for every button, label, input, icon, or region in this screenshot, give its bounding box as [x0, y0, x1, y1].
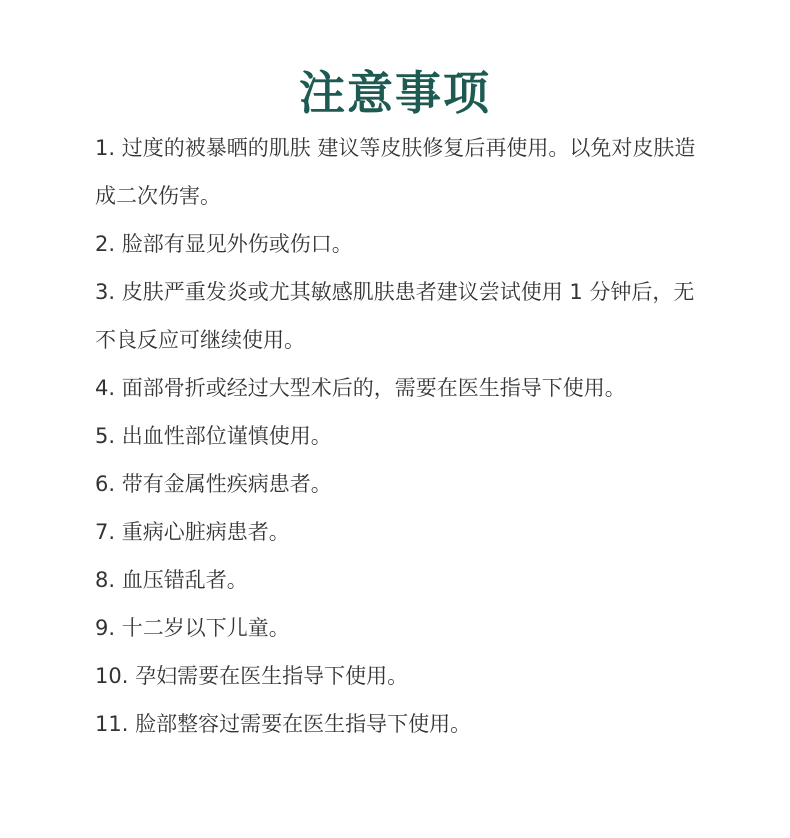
notice-item-7: 7. 重病心脏病患者。 [95, 520, 290, 544]
page-title: 注意事项 [299, 65, 491, 120]
notice-item-9: 9. 十二岁以下儿童。 [95, 616, 290, 640]
notice-item-4: 4. 面部骨折或经过大型术后的，需要在医生指导下使用。 [95, 376, 626, 400]
notice-item-6: 6. 带有金属性疾病患者。 [95, 472, 332, 496]
notice-item-1: 1. 过度的被暴晒的肌肤 建议等皮肤修复后再使用。以免对皮肤造成二次伤害。 [95, 136, 696, 208]
notice-item-2: 2. 脸部有显见外伤或伤口。 [95, 232, 353, 256]
notice-item-11: 11. 脸部整容过需要在医生指导下使用。 [95, 712, 472, 736]
notice-item-8: 8. 血压错乱者。 [95, 568, 248, 592]
notice-item-10: 10. 孕妇需要在医生指导下使用。 [95, 664, 409, 688]
notice-list [95, 124, 705, 748]
notice-item-5: 5. 出血性部位谨慎使用。 [95, 424, 332, 448]
notice-item-3: 3. 皮肤严重发炎或尤其敏感肌肤患者建议尝试使用 1 分钟后，无不良反应可继续使用。 [95, 280, 695, 352]
